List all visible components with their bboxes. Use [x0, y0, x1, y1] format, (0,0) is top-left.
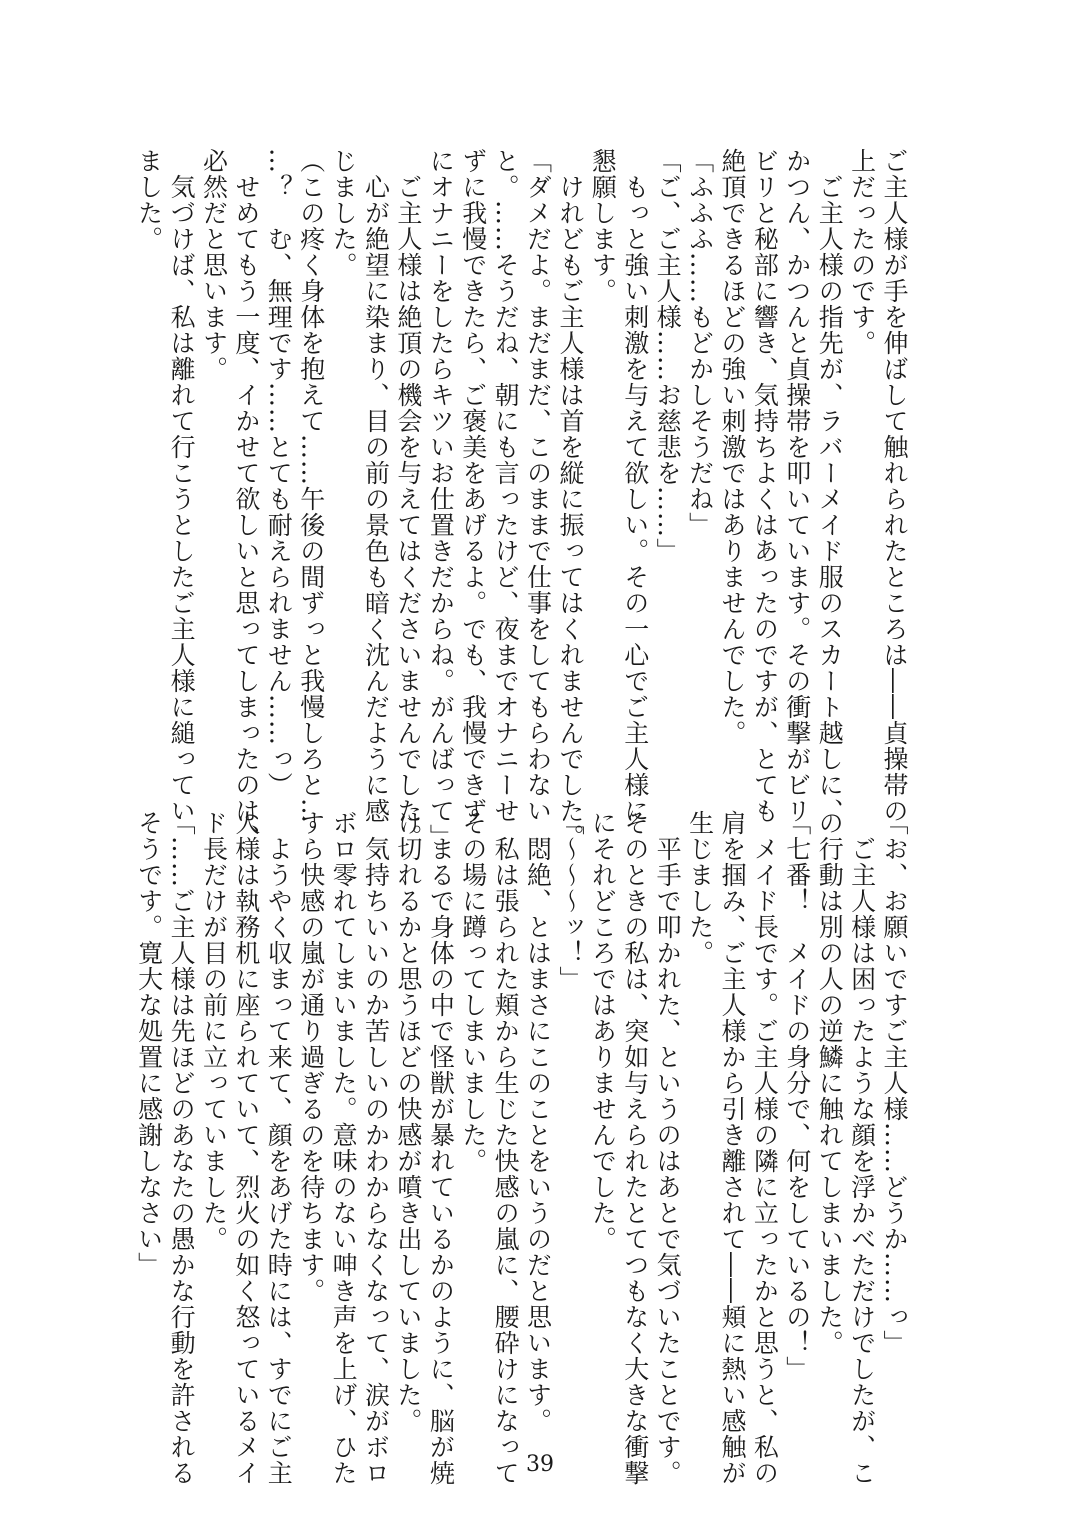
text-line: じました。 — [329, 148, 359, 278]
text-line: 気づけば、私は離れて行こうとしたご主人様に縋ってい — [167, 148, 197, 824]
text-line: 懇願します。 — [588, 148, 618, 304]
text-line: 私は張られた頬から生じた快感の嵐に、腰砕けになって — [491, 810, 521, 1486]
text-line: け切れるかと思うほどの快感が噴き出していました。 — [393, 810, 423, 1434]
text-line: 上だったのです。 — [847, 148, 877, 356]
text-line: と。……そうだね、朝にも言ったけど、夜までオナニーせ — [491, 148, 521, 824]
text-line: 必然だと思います。 — [199, 148, 229, 382]
text-line: 心が絶望に染まり、目の前の景色も暗く沈んだように感 — [361, 148, 391, 824]
text-line: ビリと秘部に響き、気持ちよくはあったのですが、とても — [750, 148, 780, 824]
text-line: 「ダメだよ。まだまだ、このままで仕事をしてもらわない — [523, 148, 553, 824]
text-line: 生じました。 — [685, 810, 715, 966]
text-line: ボロ零れてしまいました。意味のない呻き声を上げ、ひた — [329, 810, 359, 1486]
text-line: メイド長です。ご主人様の隣に立ったかと思うと、私の — [750, 810, 780, 1486]
text-line: 「ご、ご主人様……お慈悲を……」 — [653, 148, 683, 564]
text-line: もっと強い刺激を与えて欲しい。その一心でご主人様に — [620, 148, 650, 824]
page-number: 39 — [526, 1452, 554, 1477]
text-line: 「ふふふ……もどかしそうだね」 — [685, 148, 715, 538]
text-line: 「……ご主人様は先ほどのあなたの愚かな行動を許される — [167, 810, 197, 1486]
text-line: 平手で叩かれた、というのはあとで気づいたことです。 — [653, 810, 683, 1486]
text-line: の行動は別の人の逆鱗に触れてしまいました。 — [815, 810, 845, 1356]
text-line: 気持ちいいのか苦しいのかわからなくなって、涙がボロ — [361, 810, 391, 1486]
text-line: 「七番！ メイドの身分で、何をしているの！」 — [782, 810, 812, 1382]
text-line: 人様は執務机に座られていて、烈火の如く怒っているメイ — [231, 810, 261, 1486]
text-line: 「～～～ッ！」 — [555, 810, 585, 992]
text-line: ご主人様は絶頂の機会を与えてはくださいませんでした。 — [393, 148, 423, 850]
text-line: ました。 — [134, 148, 164, 252]
text-line: ご主人様の指先が、ラバーメイド服のスカート越しに、 — [815, 148, 845, 824]
text-line: すら快感の嵐が通り過ぎるのを待ちます。 — [296, 810, 326, 1304]
text-line: ようやく収まって来て、顔をあげた時には、すでにご主 — [264, 810, 294, 1486]
text-line: そうです。寛大な処置に感謝しなさい」 — [134, 810, 164, 1278]
text-line: 悶絶、とはまさにこのことをいうのだと思います。 — [523, 810, 553, 1434]
text-line: にオナニーをしたらキツいお仕置きだからね。がんばって」 — [426, 148, 456, 850]
text-line: その場に蹲ってしまいました。 — [458, 810, 488, 1174]
text-line: そのときの私は、突如与えられたとてつもなく大きな衝撃 — [620, 810, 650, 1486]
text-line: ご主人様は困ったような顔を浮かべただけでしたが、こ — [847, 810, 877, 1486]
text-line: せめてもう一度、イかせて欲しいと思ってしまったのは、 — [231, 148, 261, 850]
text-line: ずに我慢できたら、ご褒美をあげるよ。でも、我慢できず — [458, 148, 488, 824]
text-line: まるで身体の中で怪獣が暴れているかのように、脳が焼 — [426, 810, 456, 1486]
text-line: にそれどころではありませんでした。 — [588, 810, 618, 1252]
text-block-top — [132, 148, 910, 850]
text-line: かつん、かつんと貞操帯を叩いています。その衝撃がビリ — [782, 148, 812, 824]
text-line: 絶頂できるほどの強い刺激ではありませんでした。 — [717, 148, 747, 746]
text-line: けれどもご主人様は首を縦に振ってはくれませんでした。 — [555, 148, 585, 850]
text-line: 「お、お願いですご主人様……どうか……っ」 — [880, 810, 909, 1356]
text-line: （この疼く身体を抱えて……午後の間ずっと我慢しろと… — [296, 148, 326, 824]
text-line: ド長だけが目の前に立っていました。 — [199, 810, 229, 1252]
text-line: ご主人様が手を伸ばして触れられたところは――貞操帯の — [880, 148, 909, 824]
text-line: …？ む、無理です……とても耐えられません……っ） — [264, 148, 294, 798]
text-line: 肩を掴み、ご主人様から引き離されて――頬に熱い感触が — [717, 810, 747, 1486]
